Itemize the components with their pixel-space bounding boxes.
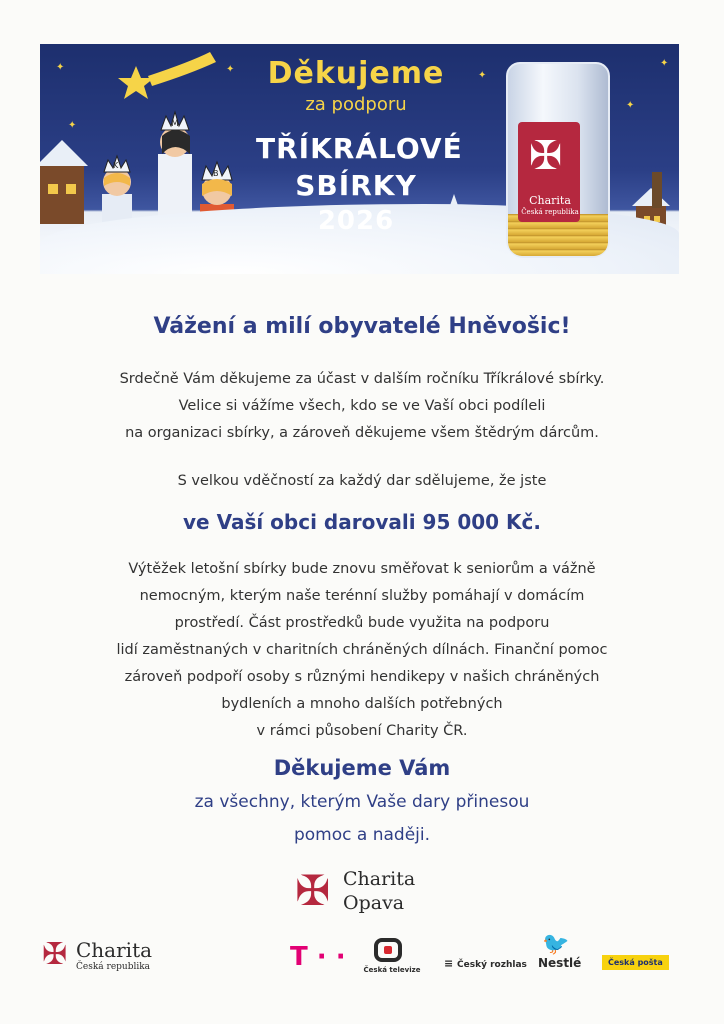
body-line: zároveň podpoří osoby s různými hendikepy v našich chráněných <box>124 669 600 685</box>
nestle-nest-icon: 🐦 <box>542 932 570 957</box>
ceska-posta-logo <box>602 950 669 990</box>
announce-line: S velkou vděčností za každý dar sdělujeme, že jste <box>177 473 547 489</box>
nestle-text: Nestlé <box>538 956 582 970</box>
jar-brand: Charita <box>529 194 571 207</box>
intro-line: Srdečně Vám děkujeme za účast v dalším ročníku Tříkrálové sbírky. <box>119 371 605 387</box>
intro-line: na organizaci sbírky, a zároveň děkujeme všem štědrým dárcům. <box>125 425 599 441</box>
ceska-televize-logo <box>362 938 422 978</box>
star-icon: ✦ <box>626 100 635 111</box>
intro-line: Velice si vážíme všech, kdo se ve Vaší obci podíleli <box>178 398 546 414</box>
crown-letter-b: B <box>213 169 219 178</box>
star-icon <box>118 66 154 99</box>
telekom-logo: T · · <box>290 942 346 972</box>
banner-title: Děkujeme <box>267 56 445 91</box>
cesky-rozhlas-logo <box>444 952 527 992</box>
star-icon: ✦ <box>68 120 77 131</box>
crown-letter-m: M <box>171 119 179 129</box>
star-icon: ✦ <box>56 62 65 73</box>
rozhlas-text: Český rozhlas <box>457 960 527 970</box>
banner-subtitle: za podporu <box>305 94 407 115</box>
charita-cross-icon: ✠ <box>529 133 563 179</box>
body-line: bydleních a mnoho dalších potřebných <box>221 696 503 712</box>
banner-event-line1: TŘÍKRÁLOVÉ <box>256 132 463 165</box>
house-left-icon <box>40 140 88 224</box>
charita-cr-line2: Česká republika <box>76 962 151 972</box>
page-title: Vážení a milí obyvatelé Hněvošic! <box>153 314 571 339</box>
body-line: lidí zaměstnaných v charitních chráněných dílnách. Finanční pomoc <box>116 642 608 658</box>
body-line: Výtěžek letošní sbírky bude znovu směřovat k seniorům a vážně <box>128 561 596 577</box>
amount-line: ve Vaší obci darovali 95 000 Kč. <box>183 510 541 534</box>
banner-year: 2026 <box>317 206 395 236</box>
body-line: prostředí. Část prostředků bude využita na podporu <box>174 615 550 631</box>
thanks-line: pomoc a naději. <box>293 825 431 845</box>
charita-cross-icon: ✠ <box>295 866 331 915</box>
ceska-televize-dot <box>384 946 392 954</box>
star-tail <box>148 52 216 86</box>
opava-logo-line1: Charita <box>343 868 416 890</box>
body-paragraph <box>0 556 724 745</box>
crown-letter-k: K <box>113 161 119 170</box>
opava-logo-line2: Opava <box>343 892 405 914</box>
body-line: nemocným, kterým naše terénní služby pomáhají v domácím <box>139 588 585 604</box>
banner-event-line2: SBÍRKY <box>295 169 417 202</box>
body-line: v rámci působení Charity ČR. <box>256 723 468 739</box>
intro-paragraph <box>0 366 724 447</box>
ceska-televize-text: Česká televize <box>363 966 421 974</box>
nestle-logo <box>538 934 588 974</box>
star-icon: ✦ <box>478 70 487 81</box>
thanks-text <box>0 786 724 852</box>
jar-subbrand: Česká republika <box>521 208 579 216</box>
charita-cr-line1: Charita <box>76 938 153 962</box>
star-icon: ✦ <box>660 58 669 69</box>
charita-cr-logo <box>42 938 172 978</box>
rozhlas-icon: ≡ <box>444 957 458 970</box>
thanks-line: za všechny, kterým Vaše dary přinesou <box>194 792 530 812</box>
banner <box>40 44 679 274</box>
ceska-posta-text: Česká pošta <box>602 955 669 970</box>
thanks-title: Děkujeme Vám <box>273 756 451 780</box>
charita-cross-icon: ✠ <box>42 937 68 972</box>
charita-opava-logo <box>295 866 435 918</box>
star-icon: ✦ <box>226 64 235 75</box>
